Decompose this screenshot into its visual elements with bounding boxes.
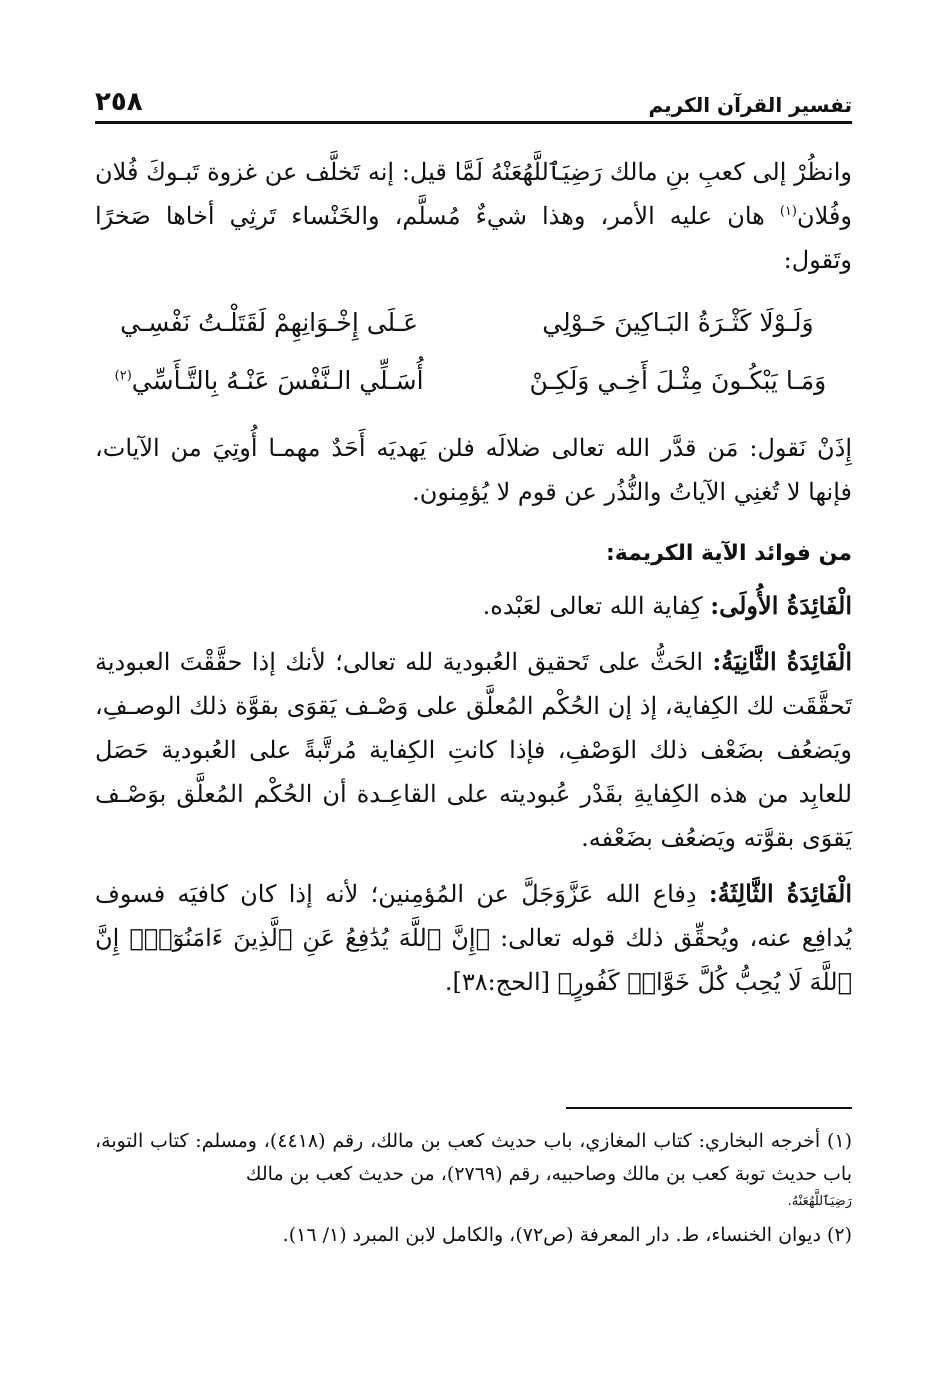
benefit-1: [95, 584, 852, 628]
footnote-2: (٢) ديوان الخنساء، ط. دار المعرفة (ص٧٢)، والكامل لابن المبرد (١/ ١٦).: [282, 1224, 852, 1246]
paragraph-1-text: وانظُرْ إلى كعبِ بنِ مالك رَضِيَٱللَّهُعَنْهُ لَمَّا قيل: إنه تَخلَّف عن غزوة تَبـوكَ فُلان وفُلان: [95, 158, 852, 230]
verse-1-first-hemistich: وَلَـوْلَا كَثْـرَةُ البَـاكِينَ حَـوْلِي: [542, 308, 814, 337]
verse-1-second-hemistich: عَـلَى إِخْـوَانِهِمْ لَقَتَلْـتُ نَفْسِـي: [120, 308, 419, 337]
footnote-divider: [566, 1107, 852, 1109]
footnote-1-text: (١) أخرجه البخاري: كتاب المغازي، باب حديث كعب بن مالك، رقم (٤٤١٨)، ومسلم: كتاب التوبة، باب حديث توبة كعب بن مالك وصاحبيه، رقم (٢٧٦٩)، من حديث كعب بن مالك: [95, 1130, 852, 1185]
verse-2-second-hemistich: أُسَـلِّي الـنَّفْسَ عَنْـهُ بِالتَّـأَسِّي: [131, 366, 424, 395]
benefit-2-label: الْفَائِدَةُ الثَّانِيَةُ:: [712, 647, 852, 676]
book-title: تفسير القرآن الكريم: [648, 93, 852, 117]
footnotes: [95, 1125, 852, 1258]
poem-verse-1: [95, 294, 852, 352]
benefit-3-label: الْفَائِدَةُ الثَّالِثَةُ:: [708, 879, 852, 908]
poem-verse-2: [95, 352, 852, 410]
benefit-2-text: الحَثُّ على تَحقيق العُبودية لله تعالى؛ لأنك إذا حقَّقْتَ العبودية تَحقَّقَت لك الكِفاية، إذ إن الحُكْم المُعلَّق على وَصْـف يَقوَى بقوَّة ذلك الوصـفِ، ويَضعُف بضَعْف ذلك الوَصْفِ، فإذا كانتِ الكِفاية مُرتَّبةً على العُبودية حَصَل للعابِد من هذه الكِفايةِ بقَدْر عُبوديته على القاعِـدة أن الحُكْم المُعلَّق بوَصْـف يَقوَى بقوَّته ويَضعُف بضَعْفه.: [95, 648, 852, 852]
footnote-1: [95, 1125, 852, 1213]
page-number: ٢٥٨: [95, 87, 143, 117]
section-title: من فوائد الآية الكريمة:: [605, 541, 852, 566]
verse-2-first-hemistich: وَمَـا يَبْكُـونَ مِثْـلَ أَخِـي وَلَكِـنْ: [529, 366, 827, 395]
paragraph-1: [95, 150, 852, 282]
footnote-1-honorific: رَضِيَٱللَّهُعَنْهُ.: [787, 1194, 852, 1209]
benefit-3: [95, 872, 852, 1004]
verse-2-second-hemistich-wrap: [95, 359, 443, 403]
footnote-ref-2: (٢): [114, 368, 132, 384]
main-text: [95, 150, 852, 1016]
benefit-3-text: دِفاع الله عَزَّوَجَلَّ عن المُؤمِنين؛ لأنه إذا كان كافيَه فسوف يُدافِع عنه، ويُحقِّق ذلك قوله تعالى: ﴿إِنَّ ٱللَّهَ يُدَٰفِعُ عَنِ ٱلَّذِينَ ءَامَنُوٓاْۗ إِنَّ ٱللَّهَ لَا يُحِبُّ كُلَّ خَوَّانٖ كَفُورٍ﴾ [الحج:٣٨].: [95, 880, 852, 996]
paragraph-2: إِذَنْ نَقول: مَن قدَّر الله تعالى ضلالَه فلن يَهديَه أَحَدٌ مهمـا أُوتِيَ من الآيات، فإنها لا تُغنِي الآياتُ والنُّذُر عن قوم لا يُؤمِنون.: [95, 434, 852, 506]
page-header: [95, 84, 852, 124]
benefit-1-label: الْفَائِدَةُ الأُولَى:: [710, 591, 852, 620]
paragraph-1-continuation: هان عليه الأمر، وهذا شيءٌ مُسلَّم، والخَنْساء تَرثِي أخاها صَخرًا وتَقول:: [95, 202, 852, 274]
poem: [95, 294, 852, 410]
footnote-ref-1: (١): [779, 204, 797, 219]
benefit-1-text: كِفاية الله تعالى لعَبْده.: [482, 592, 703, 620]
benefit-2: [95, 640, 852, 860]
